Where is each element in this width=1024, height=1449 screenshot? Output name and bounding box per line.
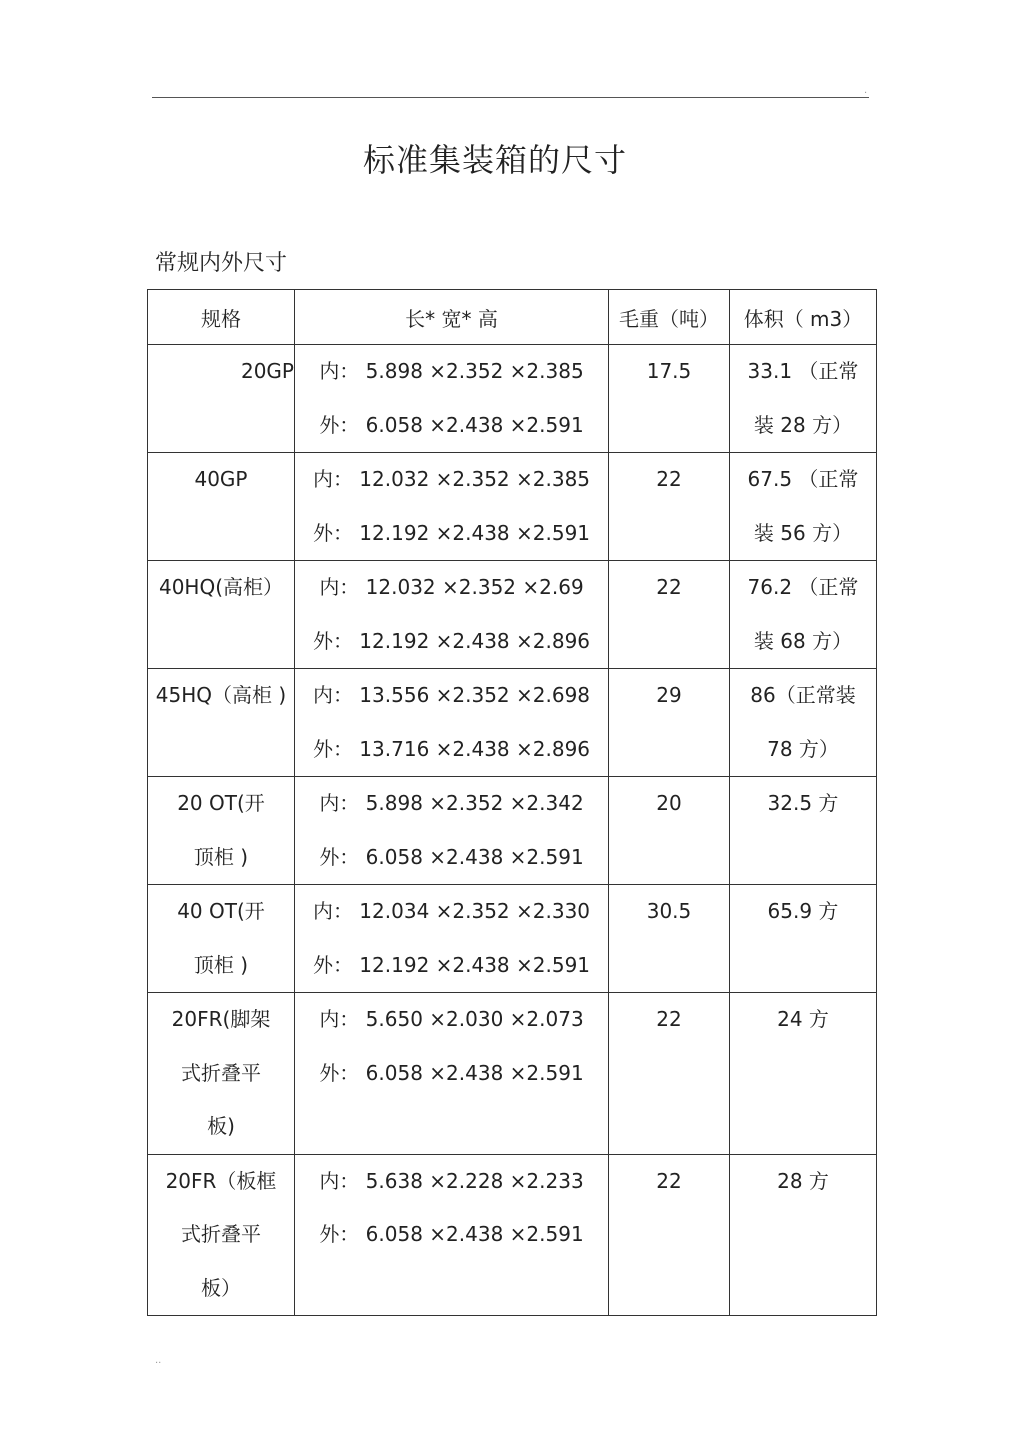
spec-line: 顶柜 ) [193, 844, 249, 869]
table-row [148, 993, 877, 1155]
header-spec: 规格 [148, 290, 295, 345]
inner-dims: 内： 12.032 ×2.352 ×2.385 [312, 467, 591, 491]
cell-spec [148, 453, 295, 561]
container-dimensions-table [147, 289, 877, 1316]
spec-line: 45HQ（高柜 ) [155, 683, 287, 707]
volume-line: 65.9 方 [767, 899, 839, 923]
weight-value: 22 [656, 575, 682, 599]
cell-volume [730, 453, 877, 561]
header-dims: 长* 宽* 高 [295, 290, 609, 345]
outer-dims: 外： 12.192 ×2.438 ×2.591 [312, 520, 591, 545]
spec-line: 式折叠平 [181, 1060, 261, 1085]
cell-weight [609, 1154, 730, 1316]
cell-weight [609, 777, 730, 885]
cell-spec [148, 669, 295, 777]
spec-line: 板) [207, 1114, 235, 1138]
spec-line: 20FR(脚架 [171, 1007, 271, 1031]
outer-dims: 外： 6.058 ×2.438 ×2.591 [319, 844, 584, 869]
weight-value: 22 [656, 1007, 682, 1031]
inner-dims: 内： 5.650 ×2.030 ×2.073 [319, 1007, 584, 1031]
inner-dims: 内： 12.032 ×2.352 ×2.69 [319, 575, 584, 599]
spec-line: 40GP [194, 467, 248, 491]
outer-dims: 外： 6.058 ×2.438 ×2.591 [319, 1060, 584, 1085]
table-row [148, 1154, 877, 1316]
volume-line: 装 56 方） [753, 520, 853, 545]
cell-dims [295, 993, 609, 1155]
cell-spec [148, 561, 295, 669]
inner-dims: 内： 13.556 ×2.352 ×2.698 [312, 683, 591, 707]
page-title: 标准集装箱的尺寸 [362, 141, 627, 179]
table-row [148, 453, 877, 561]
cell-dims [295, 345, 609, 453]
cell-volume [730, 885, 877, 993]
inner-dims: 内： 12.034 ×2.352 ×2.330 [312, 899, 591, 923]
table-row [148, 669, 877, 777]
cell-weight [609, 885, 730, 993]
cell-volume [730, 669, 877, 777]
cell-spec [148, 885, 295, 993]
table-row [148, 777, 877, 885]
spec-line: 20 OT(开 [177, 791, 265, 815]
cell-volume [730, 561, 877, 669]
cell-dims [295, 885, 609, 993]
spec-line: 40HQ(高柜） [158, 575, 284, 599]
volume-line: 67.5 （正常 [747, 467, 859, 491]
volume-line: 33.1 （正常 [747, 359, 859, 383]
volume-line: 78 方） [767, 736, 839, 761]
outer-dims: 外： 6.058 ×2.438 ×2.591 [319, 1222, 584, 1246]
cell-weight [609, 993, 730, 1155]
cell-spec [148, 993, 295, 1155]
cell-volume [730, 777, 877, 885]
outer-dims: 外： 12.192 ×2.438 ×2.591 [312, 952, 591, 977]
corner-mark-bottom: .. [155, 1355, 162, 1366]
cell-spec [148, 777, 295, 885]
volume-line: 装 28 方） [753, 412, 853, 437]
outer-dims: 外： 13.716 ×2.438 ×2.896 [312, 736, 591, 761]
inner-dims: 内： 5.898 ×2.352 ×2.385 [319, 359, 584, 383]
volume-line: 28 方 [777, 1168, 829, 1193]
spec-line: 顶柜 ) [193, 952, 249, 977]
spec-line: 板） [201, 1275, 241, 1300]
cell-dims [295, 669, 609, 777]
cell-weight [609, 561, 730, 669]
cell-volume [730, 1154, 877, 1316]
cell-weight [609, 345, 730, 453]
header-rule [152, 97, 869, 98]
cell-volume [730, 993, 877, 1155]
inner-dims: 内： 5.898 ×2.352 ×2.342 [319, 791, 584, 815]
spec-line: 式折叠平 [181, 1222, 261, 1246]
cell-dims [295, 561, 609, 669]
spec-line: 20GP [240, 359, 294, 383]
outer-dims: 外： 12.192 ×2.438 ×2.896 [312, 628, 591, 653]
volume-line: 24 方 [777, 1007, 829, 1031]
table-body [148, 345, 877, 1316]
volume-line: 装 68 方） [753, 628, 853, 653]
weight-value: 29 [656, 683, 682, 707]
table-row [148, 345, 877, 453]
table-header-row [148, 290, 877, 345]
outer-dims: 外： 6.058 ×2.438 ×2.591 [319, 412, 584, 437]
weight-value: 20 [656, 791, 682, 815]
weight-value: 22 [656, 1168, 682, 1193]
header-weight: 毛重（吨） [609, 290, 730, 345]
table-row [148, 885, 877, 993]
spec-line: 40 OT(开 [177, 899, 265, 923]
cell-dims [295, 1154, 609, 1316]
cell-weight [609, 669, 730, 777]
section-heading: 常规内外尺寸 [155, 251, 288, 276]
cell-volume [730, 345, 877, 453]
volume-line: 86（正常装 [750, 683, 856, 707]
corner-mark-top: . [864, 85, 868, 96]
volume-line: 76.2 （正常 [747, 575, 859, 599]
weight-value: 17.5 [646, 359, 692, 383]
weight-value: 30.5 [646, 899, 692, 923]
header-volume: 体积（ m3） [730, 290, 877, 345]
spec-line: 20FR（板框 [165, 1168, 277, 1193]
table-row [148, 561, 877, 669]
cell-spec [148, 345, 295, 453]
cell-dims [295, 453, 609, 561]
weight-value: 22 [656, 467, 682, 491]
cell-spec [148, 1154, 295, 1316]
cell-dims [295, 777, 609, 885]
volume-line: 32.5 方 [767, 791, 839, 815]
inner-dims: 内： 5.638 ×2.228 ×2.233 [319, 1168, 584, 1193]
cell-weight [609, 453, 730, 561]
